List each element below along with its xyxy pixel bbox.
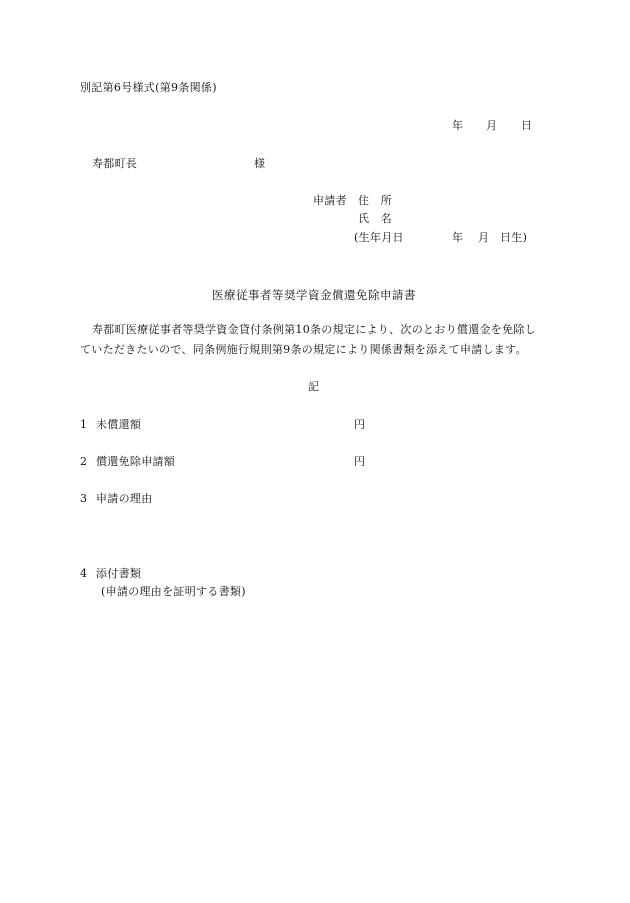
ki-heading: 記: [308, 380, 320, 393]
item-4-number: 4: [80, 567, 88, 580]
body-line-2: ていただきたいので、同条例施行規則第9条の規定により関係書類を添えて申請します。: [80, 343, 527, 356]
item-1-label: 未償還額: [96, 418, 142, 431]
applicant-birth-day: 日生): [500, 231, 528, 244]
addressee-honorific: 様: [254, 157, 266, 170]
body-line-1: 寿都町医療従事者等奨学資金貸付条例第10条の規定により、次のとおり償還金を免除し: [92, 323, 536, 336]
applicant-birth-year: 年: [452, 231, 464, 244]
date-month: 月: [486, 119, 498, 132]
item-4-label: 添付書類: [96, 567, 142, 580]
date-year: 年: [452, 119, 464, 132]
applicant-birth-open: (生年月日: [354, 231, 404, 244]
item-3-number: 3: [80, 492, 88, 505]
addressee-name: 寿都町長: [92, 157, 138, 170]
applicant-address-label: 住 所: [358, 194, 392, 207]
item-2-number: 2: [80, 455, 88, 468]
item-1-number: 1: [80, 418, 88, 431]
item-2-unit: 円: [354, 455, 366, 468]
item-2-label: 償還免除申請額: [96, 455, 176, 468]
applicant-name-label: 氏 名: [358, 212, 392, 225]
applicant-birth-month: 月: [478, 231, 490, 244]
document-title: 医療従事者等奨学資金償還免除申請書: [212, 288, 416, 302]
item-4-note: (申請の理由を証明する書類): [101, 585, 246, 598]
date-day: 日: [521, 119, 533, 132]
item-1-unit: 円: [354, 418, 366, 431]
applicant-label: 申請者: [313, 194, 347, 207]
form-number: 別記第6号様式(第9条関係): [80, 81, 217, 94]
item-3-label: 申請の理由: [96, 492, 153, 505]
